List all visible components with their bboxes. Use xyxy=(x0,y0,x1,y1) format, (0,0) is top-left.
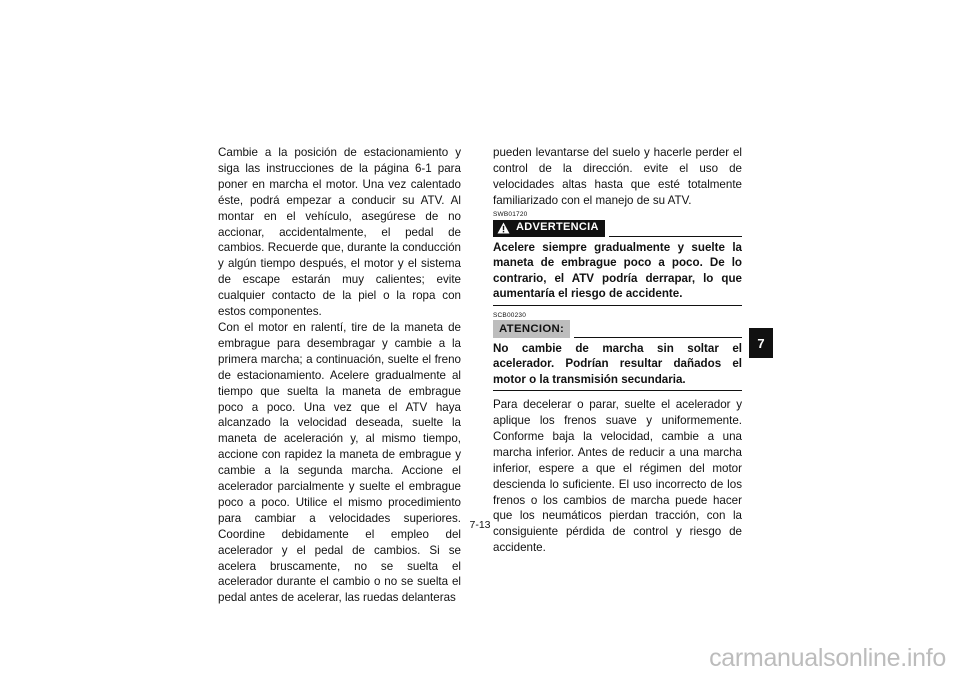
watermark: carmanualsonline.info xyxy=(709,644,946,672)
warning-box xyxy=(493,211,742,306)
caution-badge: ATENCION: xyxy=(493,320,570,338)
caution-box xyxy=(493,312,742,392)
left-column xyxy=(218,145,461,606)
paragraph-start-riding: Cambie a la posición de estacionamiento y siga las instrucciones de la página 6-1 para poner en marcha el motor. Una vez calentado éste, podrá empezar a conducir su ATV. Al montar en el vehículo, asegúrese de no accionar, accidentalmente, el pedal de cambios. Recuerde que, durante la conducción y algún tiempo después, el motor y el sistema de escape estarán muy calientes; evite cualquier contacto de la piel o la ropa con estos componentes. xyxy=(218,146,461,319)
page-number: 7-13 xyxy=(469,519,491,531)
caution-bottom-rule xyxy=(493,390,742,391)
caution-header-rule xyxy=(574,337,742,338)
warning-triangle-icon xyxy=(497,222,510,234)
warning-badge xyxy=(493,220,605,237)
caution-header xyxy=(493,320,742,338)
warning-code: SWB01720 xyxy=(493,210,528,218)
paragraph-deceleration: Para decelerar o parar, suelte el acelerador y aplique los frenos suave y uniformemente. Conforme baja la velocidad, cambie a una marcha inferior. Antes de reducir a una marcha inferior, espere a que el régimen del motor descienda lo suficiente. El uso incorrecto de los frenos o los cambios de marcha puede hacer que los neumáticos pierdan tracción, con la consiguiente pérdida de control y riesgo de accidente. xyxy=(493,398,742,555)
caution-text: No cambie de marcha sin soltar el acelerador. Podrían resultar dañados el motor o la transmisión secundaria. xyxy=(493,341,742,386)
chapter-tab: 7 xyxy=(749,328,773,358)
warning-bottom-rule xyxy=(493,305,742,306)
warning-text: Acelere siempre gradualmente y suelte la maneta de embrague poco a poco. De lo contrario, el ATV podría derrapar, lo que aumentaría el riesgo de accidente. xyxy=(493,240,742,301)
caution-code: SCB00230 xyxy=(493,311,527,319)
warning-header-rule xyxy=(609,236,742,237)
paragraph-shifting: Con el motor en ralentí, tire de la maneta de embrague para desembragar y cambie a la primera marcha; a continuación, suelte el freno de estacionamiento. Acelere gradualmente al tiempo que suelta la maneta de embrague poco a poco. Una vez que el ATV haya alcanzado la velocidad deseada, suelte la maneta de aceleración y, al mismo tiempo, accione con rapidez la maneta de embrague y cambie a la segunda marcha. Accione el acelerador parcialmente y suelte el embrague poco a poco. Utilice el mismo procedimiento para cambiar a velocidades superiores. Coordine debidamente el empleo del acelerador y el pedal de cambios. Si se acelera bruscamente, no se suelta el acelerador durante el cambio o no se suelta el pedal antes de acelerar, las ruedas delanteras xyxy=(218,320,461,605)
warning-label: ADVERTENCIA xyxy=(516,221,599,234)
right-column xyxy=(493,145,742,556)
warning-header xyxy=(493,219,742,237)
paragraph-continuation: pueden levantarse del suelo y hacerle perder el control de la dirección. evite el uso de velocidades altas hasta que esté totalmente familiarizado con el manejo de su ATV. xyxy=(493,146,742,207)
